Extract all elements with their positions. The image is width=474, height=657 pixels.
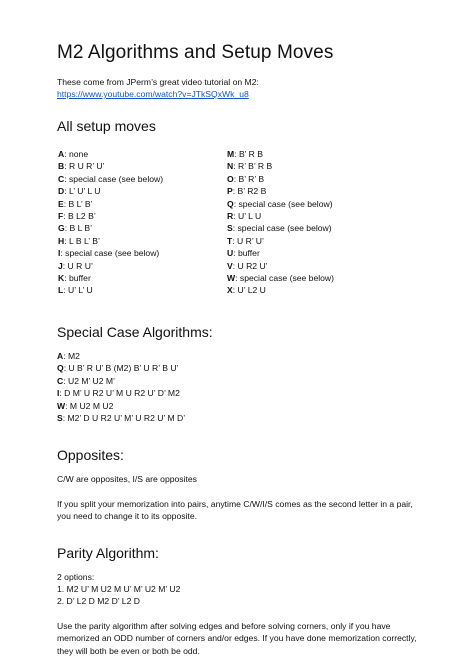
move-sequence: : R U R’ U’ xyxy=(64,161,105,172)
move-letter: E xyxy=(58,198,64,209)
setup-move-row xyxy=(58,160,227,172)
special-case-list xyxy=(57,350,434,424)
move-sequence: : R’ B’ R B xyxy=(233,161,273,172)
move-letter: A xyxy=(58,149,65,159)
setup-move-row xyxy=(227,222,334,234)
move-sequence: : M U2 M U2 xyxy=(65,400,114,411)
move-letter: D xyxy=(58,186,65,197)
move-letter: U xyxy=(227,248,234,259)
move-letter: C xyxy=(57,375,64,386)
move-sequence: : U R’ U’ xyxy=(232,235,264,246)
move-sequence: : U’ L U xyxy=(233,211,262,222)
special-case-row xyxy=(57,350,434,362)
move-sequence: : special case (see below) xyxy=(60,248,160,259)
move-letter: A xyxy=(57,350,64,361)
setup-move-row xyxy=(227,198,334,210)
special-case-row xyxy=(57,412,434,424)
setup-move-row xyxy=(227,247,334,259)
move-letter: P xyxy=(227,186,233,197)
setup-move-row xyxy=(58,210,227,222)
setup-moves-left-column xyxy=(57,148,227,297)
move-sequence: : U’ L’ U xyxy=(63,285,93,296)
parity-note-line-1: Use the parity algorithm after solving edges and before solving corners, only if you have xyxy=(57,620,391,631)
parity-heading: Parity Algorithm: xyxy=(57,544,159,561)
move-sequence: : special case (see below) xyxy=(64,173,164,184)
setup-move-row xyxy=(58,148,227,160)
move-letter: V xyxy=(227,260,233,271)
move-letter: C xyxy=(58,173,65,184)
move-letter: I xyxy=(58,248,61,259)
move-sequence: : buffer xyxy=(233,248,260,259)
move-letter: L xyxy=(58,285,64,296)
setup-moves-heading: All setup moves xyxy=(57,118,156,134)
move-sequence: : B’ R B xyxy=(234,149,263,159)
special-case-heading: Special Case Algorithms: xyxy=(57,323,213,340)
move-letter: S xyxy=(227,223,233,234)
parity-options-label: 2 options: xyxy=(57,571,95,582)
setup-move-row xyxy=(227,235,334,247)
move-letter: I xyxy=(57,388,60,399)
setup-move-row xyxy=(227,284,334,296)
setup-move-row xyxy=(227,185,334,197)
page-title: M2 Algorithms and Setup Moves xyxy=(57,42,334,63)
intro-link-line xyxy=(57,88,434,100)
move-letter: G xyxy=(58,223,65,234)
move-letter: O xyxy=(227,173,234,184)
parity-section xyxy=(57,571,434,657)
move-letter: N xyxy=(227,161,234,172)
setup-move-row xyxy=(227,148,334,160)
setup-move-row xyxy=(58,247,227,259)
setup-move-row xyxy=(227,272,334,284)
setup-move-row xyxy=(58,235,227,247)
setup-moves-columns xyxy=(57,148,434,297)
move-sequence: : U’ L2 U xyxy=(232,285,266,296)
move-letter: Q xyxy=(57,363,64,374)
video-link[interactable]: https://www.youtube.com/watch?v=JTkSQxWk_u8 xyxy=(57,89,249,99)
move-letter: K xyxy=(58,273,65,284)
setup-moves-right-column xyxy=(227,148,334,297)
opposites-explanation-line-2: you need to change it to its opposite. xyxy=(57,511,197,522)
setup-move-row xyxy=(227,260,334,272)
special-case-row xyxy=(57,375,434,387)
move-sequence: : M2’ D U R2 U’ M’ U R2 U’ M D’ xyxy=(62,412,186,423)
move-sequence: : U R U’ xyxy=(62,260,93,271)
parity-note-line-3: they will both be even or both be odd. xyxy=(57,645,200,656)
setup-move-row xyxy=(227,173,334,185)
move-letter: R xyxy=(227,211,234,222)
move-sequence: : L B L’ B’ xyxy=(64,235,100,246)
move-sequence: : U B’ R U’ B (M2) B’ U R’ B U’ xyxy=(63,363,179,374)
move-sequence: : buffer xyxy=(64,273,91,284)
setup-move-row xyxy=(227,210,334,222)
move-sequence: : U2 M’ U2 M’ xyxy=(63,375,115,386)
move-sequence: : B’ R2 B xyxy=(232,186,267,197)
move-sequence: : D M’ U R2 U’ M U R2 U’ D’ M2 xyxy=(59,388,180,399)
setup-move-row xyxy=(58,260,227,272)
opposites-heading: Opposites: xyxy=(57,447,124,464)
move-letter: T xyxy=(227,235,233,246)
special-case-row xyxy=(57,387,434,399)
move-letter: X xyxy=(227,285,233,296)
move-sequence: : special case (see below) xyxy=(233,198,333,209)
setup-move-row xyxy=(58,185,227,197)
move-sequence: : special case (see below) xyxy=(235,273,334,284)
setup-move-row xyxy=(227,160,334,172)
move-letter: J xyxy=(58,260,63,271)
move-sequence: : B L’ B’ xyxy=(63,198,93,209)
special-case-row xyxy=(57,362,434,374)
special-case-row xyxy=(57,400,434,412)
opposites-section xyxy=(57,473,434,522)
move-sequence: : L’ U’ L U xyxy=(64,186,101,197)
move-letter: F xyxy=(58,211,64,222)
setup-move-row xyxy=(58,222,227,234)
move-sequence: : B’ R’ B xyxy=(233,173,265,184)
move-letter: W xyxy=(57,400,66,411)
setup-move-row xyxy=(58,173,227,185)
parity-note-line-2: memorized an ODD number of corners and/or edges. If you have done memorization correctly, xyxy=(57,633,417,644)
move-letter: M xyxy=(227,149,235,159)
parity-option-2: 2. D’ L2 D M2 D’ L2 D xyxy=(57,596,140,607)
parity-option-1: 1. M2 U’ M U2 M U’ M’ U2 M’ U2 xyxy=(57,583,181,594)
setup-move-row xyxy=(58,272,227,284)
opposites-explanation-line-1: If you split your memorization into pairs, anytime C/W/I/S comes as the second letter in a pair, xyxy=(57,498,413,509)
move-sequence: : M2 xyxy=(63,350,80,361)
setup-move-row xyxy=(58,198,227,210)
move-letter: B xyxy=(58,161,65,172)
move-sequence: : special case (see below) xyxy=(232,223,332,234)
intro-text: These come from JPerm’s great video tutorial on M2: xyxy=(57,77,259,87)
move-sequence: : none xyxy=(64,149,89,159)
move-sequence: : B L B’ xyxy=(64,223,93,234)
move-letter: H xyxy=(58,235,65,246)
move-letter: W xyxy=(227,273,236,284)
move-letter: S xyxy=(57,412,63,423)
opposites-line: C/W are opposites, I/S are opposites xyxy=(57,474,197,485)
move-sequence: : B L2 B’ xyxy=(63,211,96,222)
setup-move-row xyxy=(58,284,227,296)
move-sequence: : U R2 U’ xyxy=(232,260,268,271)
move-letter: Q xyxy=(227,198,234,209)
